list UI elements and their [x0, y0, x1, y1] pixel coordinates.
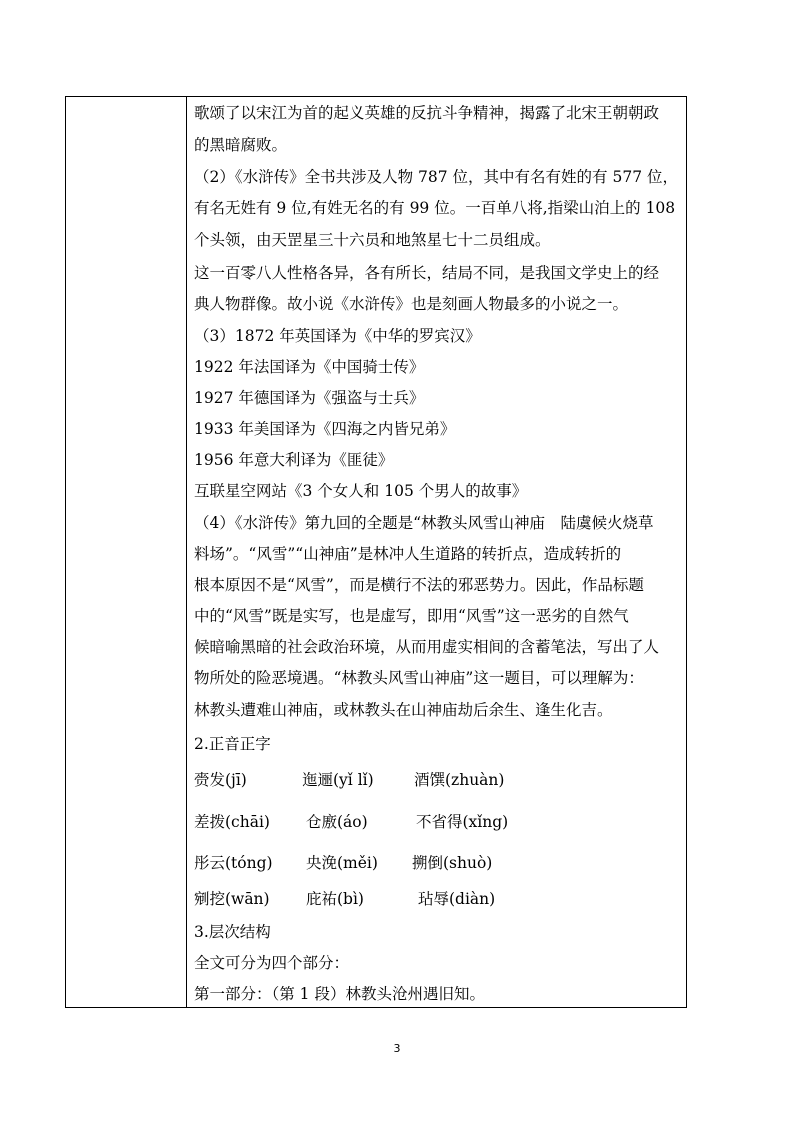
text-line: 互联星空网站《3 个女人和 105 个男人的故事》	[194, 482, 528, 500]
text-line: 这一百零八人性格各异，各有所长，结局不同，是我国文学史上的经	[194, 264, 660, 282]
text-line: 全文可分为四个部分：	[194, 954, 350, 972]
pinyin-item: 庇祐(bì)	[306, 890, 364, 908]
pinyin-item: 玷辱(diàn)	[418, 890, 496, 908]
pinyin-item: 酒馔(zhuàn)	[414, 771, 505, 789]
text-line: 物所处的险恶境遇。“林教头风雪山神庙”这一题目，可以理解为：	[194, 669, 644, 687]
text-line: 料场”。“风雪”“山神庙”是林冲人生道路的转折点，造成转折的	[194, 545, 622, 563]
text-line: （4）《水浒传》第九回的全题是“林教头风雪山神庙 陆虞候火烧草	[194, 514, 654, 532]
text-line: 中的“风雪”既是实写，也是虚写，即用“风雪”这一恶劣的自然气	[194, 607, 629, 625]
pinyin-item: 迤逦(yǐ lǐ)	[302, 771, 374, 789]
text-line: 1927 年德国译为《强盗与士兵》	[194, 389, 425, 407]
text-line: 个头领，由天罡星三十六员和地煞星七十二员组成。	[194, 231, 551, 249]
pinyin-item: 剜挖(wān)	[194, 890, 270, 908]
text-line: （3）1872 年英国译为《中华的罗宾汉》	[194, 327, 481, 345]
pinyin-row	[194, 853, 492, 873]
text-line: 的黑暗腐败。	[194, 136, 288, 154]
pinyin-item: 不省得(xǐng)	[416, 813, 509, 831]
text-line: 第一部分：（第 1 段）林教头沧州遇旧知。	[194, 985, 485, 1003]
pinyin-item: 仓廒(áo)	[306, 813, 368, 831]
pinyin-row	[194, 770, 504, 790]
pinyin-item: 央浼(měi)	[306, 854, 378, 872]
text-line: 根本原因不是“风雪”，而是横行不法的邪恶势力。因此，作品标题	[194, 576, 644, 594]
text-line: 1933 年美国译为《四海之内皆兄弟》	[194, 420, 456, 438]
section-heading: 3.层次结构	[194, 923, 271, 941]
text-line: 林教头遭难山神庙，或林教头在山神庙劫后余生、逢生化吉。	[194, 701, 613, 719]
table-left-cell	[66, 97, 187, 1007]
page-number: 3	[393, 1042, 401, 1055]
section-heading: 2.正音正字	[194, 735, 271, 753]
content-table	[65, 96, 687, 1008]
text-line: 有名无姓有 9 位,有姓无名的有 99 位。一百单八将,指梁山泊上的 108	[194, 199, 676, 217]
pinyin-item: 差拨(chāi)	[194, 813, 270, 831]
pinyin-row	[194, 889, 495, 909]
text-line: （2）《水浒传》全书共涉及人物 787 位，其中有名有姓的有 577 位，	[194, 168, 678, 186]
text-line: 1922 年法国译为《中国骑士传》	[194, 358, 425, 376]
text-line: 歌颂了以宋江为首的起义英雄的反抗斗争精神，揭露了北宋王朝朝政	[194, 104, 660, 122]
text-line: 典人物群像。故小说《水浒传》也是刻画人物最多的小说之一。	[194, 295, 629, 313]
pinyin-item: 搠倒(shuò)	[412, 854, 493, 872]
pinyin-item: 赍发(jī)	[194, 771, 247, 789]
text-line: 1956 年意大利译为《匪徒》	[194, 451, 394, 469]
pinyin-row	[194, 812, 508, 832]
pinyin-item: 彤云(tóng)	[194, 854, 273, 872]
text-line: 候暗喻黑暗的社会政治环境，从而用虚实相间的含蓄笔法，写出了人	[194, 638, 660, 656]
table-right-cell	[187, 97, 686, 1007]
